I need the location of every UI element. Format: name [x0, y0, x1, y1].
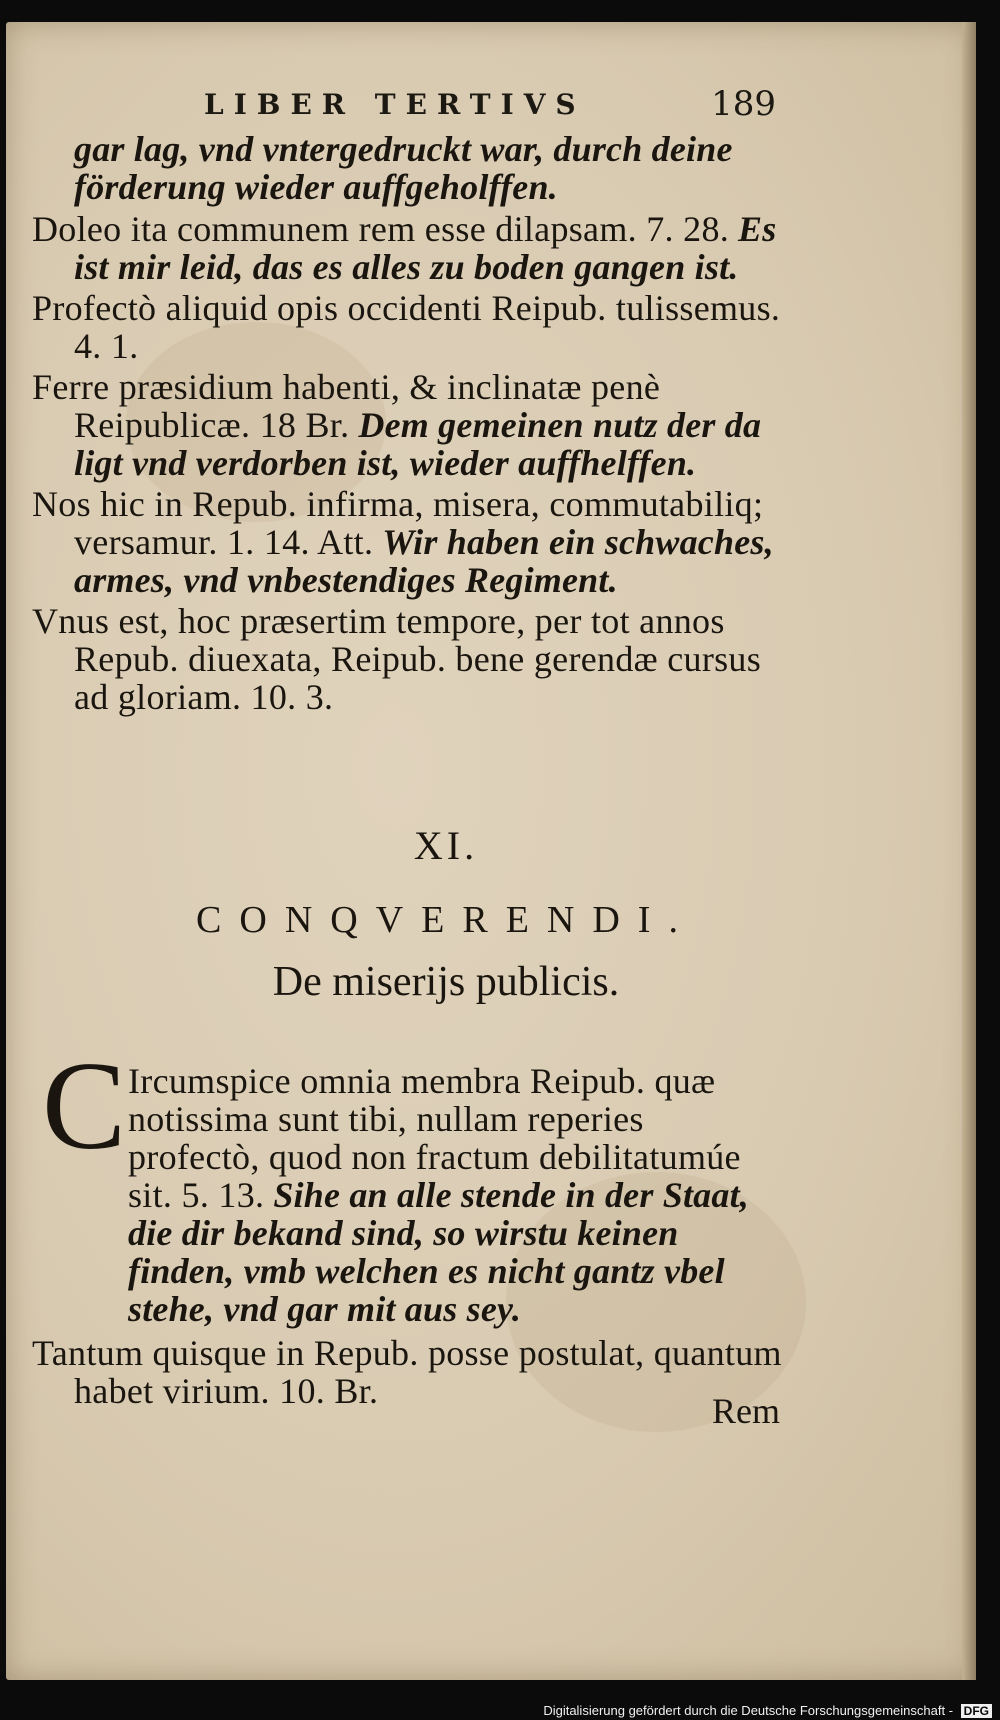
latin-phrase: Ircumspice omnia membra Reipub. quæ notissima sunt tibi, nullam reperies profectò, quod non fractum debilitatumúe sit. 5. 13. [128, 1061, 741, 1215]
latin-phrase: Vnus est, hoc præsertim tempore, per tot annos Repub. diuexata, Reipub. bene gerendæ cursus ad gloriam. 10. 3. [32, 601, 762, 717]
book-page [6, 22, 976, 1680]
entry [32, 289, 784, 365]
german-translation: Es ist mir leid, das es alles zu boden gangen ist. [74, 209, 777, 287]
drop-cap: C [42, 1037, 127, 1176]
dfg-logo: DFG [961, 1704, 992, 1718]
section-number: XI. [413, 823, 479, 868]
text-block-bottom [32, 1062, 784, 1413]
section-title: CONQVERENDI. [196, 899, 696, 941]
section-subtitle: De miserijs publicis. [272, 959, 620, 1005]
latin-phrase: Tantum quisque in Repub. posse postulat, quantum habet virium. 10. Br. [32, 1333, 782, 1411]
german-translation: Dem gemeinen nutz der da ligt vnd verdorben ist, wieder auffhelffen. [74, 405, 762, 483]
german-translation: Sihe an alle stende in der Staat, die dir bekand sind, so wirstu keinen finden, vmb welchen es nicht gantz vbel stehe, vnd gar mit aus sey. [128, 1175, 749, 1329]
german-translation: gar lag, vnd vntergedruckt war, durch deine förderung wieder auffgeholffen. [74, 129, 733, 207]
latin-phrase: Doleo ita communem rem esse dilapsam. 7. 28. [32, 209, 730, 249]
running-head: LIBER TERTIVS [204, 88, 586, 121]
text-block-top [32, 130, 784, 719]
latin-phrase: Ferre præsidium habenti, & inclinatæ penè Reipublicæ. 18 Br. [32, 367, 661, 445]
digitization-footer [0, 1703, 992, 1718]
latin-phrase: Nos hic in Repub. infirma, misera, commutabiliq; versamur. 1. 14. Att. [32, 484, 764, 562]
entry [32, 368, 784, 482]
entry [32, 485, 784, 599]
entry [32, 130, 784, 206]
entry [32, 1334, 784, 1410]
catchword: Rem [712, 1391, 780, 1431]
page-header [196, 84, 776, 124]
entry [32, 602, 784, 716]
entry [32, 1062, 784, 1328]
footer-credit: Digitalisierung gefördert durch die Deutsche Forschungsgemeinschaft - [543, 1703, 954, 1718]
entry [32, 210, 784, 286]
page-gutter-shadow [962, 22, 976, 1680]
page-number: 189 [711, 84, 776, 124]
german-translation: Wir haben ein schwaches, armes, vnd vnbestendiges Regiment. [74, 522, 774, 600]
latin-phrase: Profectò aliquid opis occidenti Reipub. tulissemus. 4. 1. [32, 288, 781, 366]
